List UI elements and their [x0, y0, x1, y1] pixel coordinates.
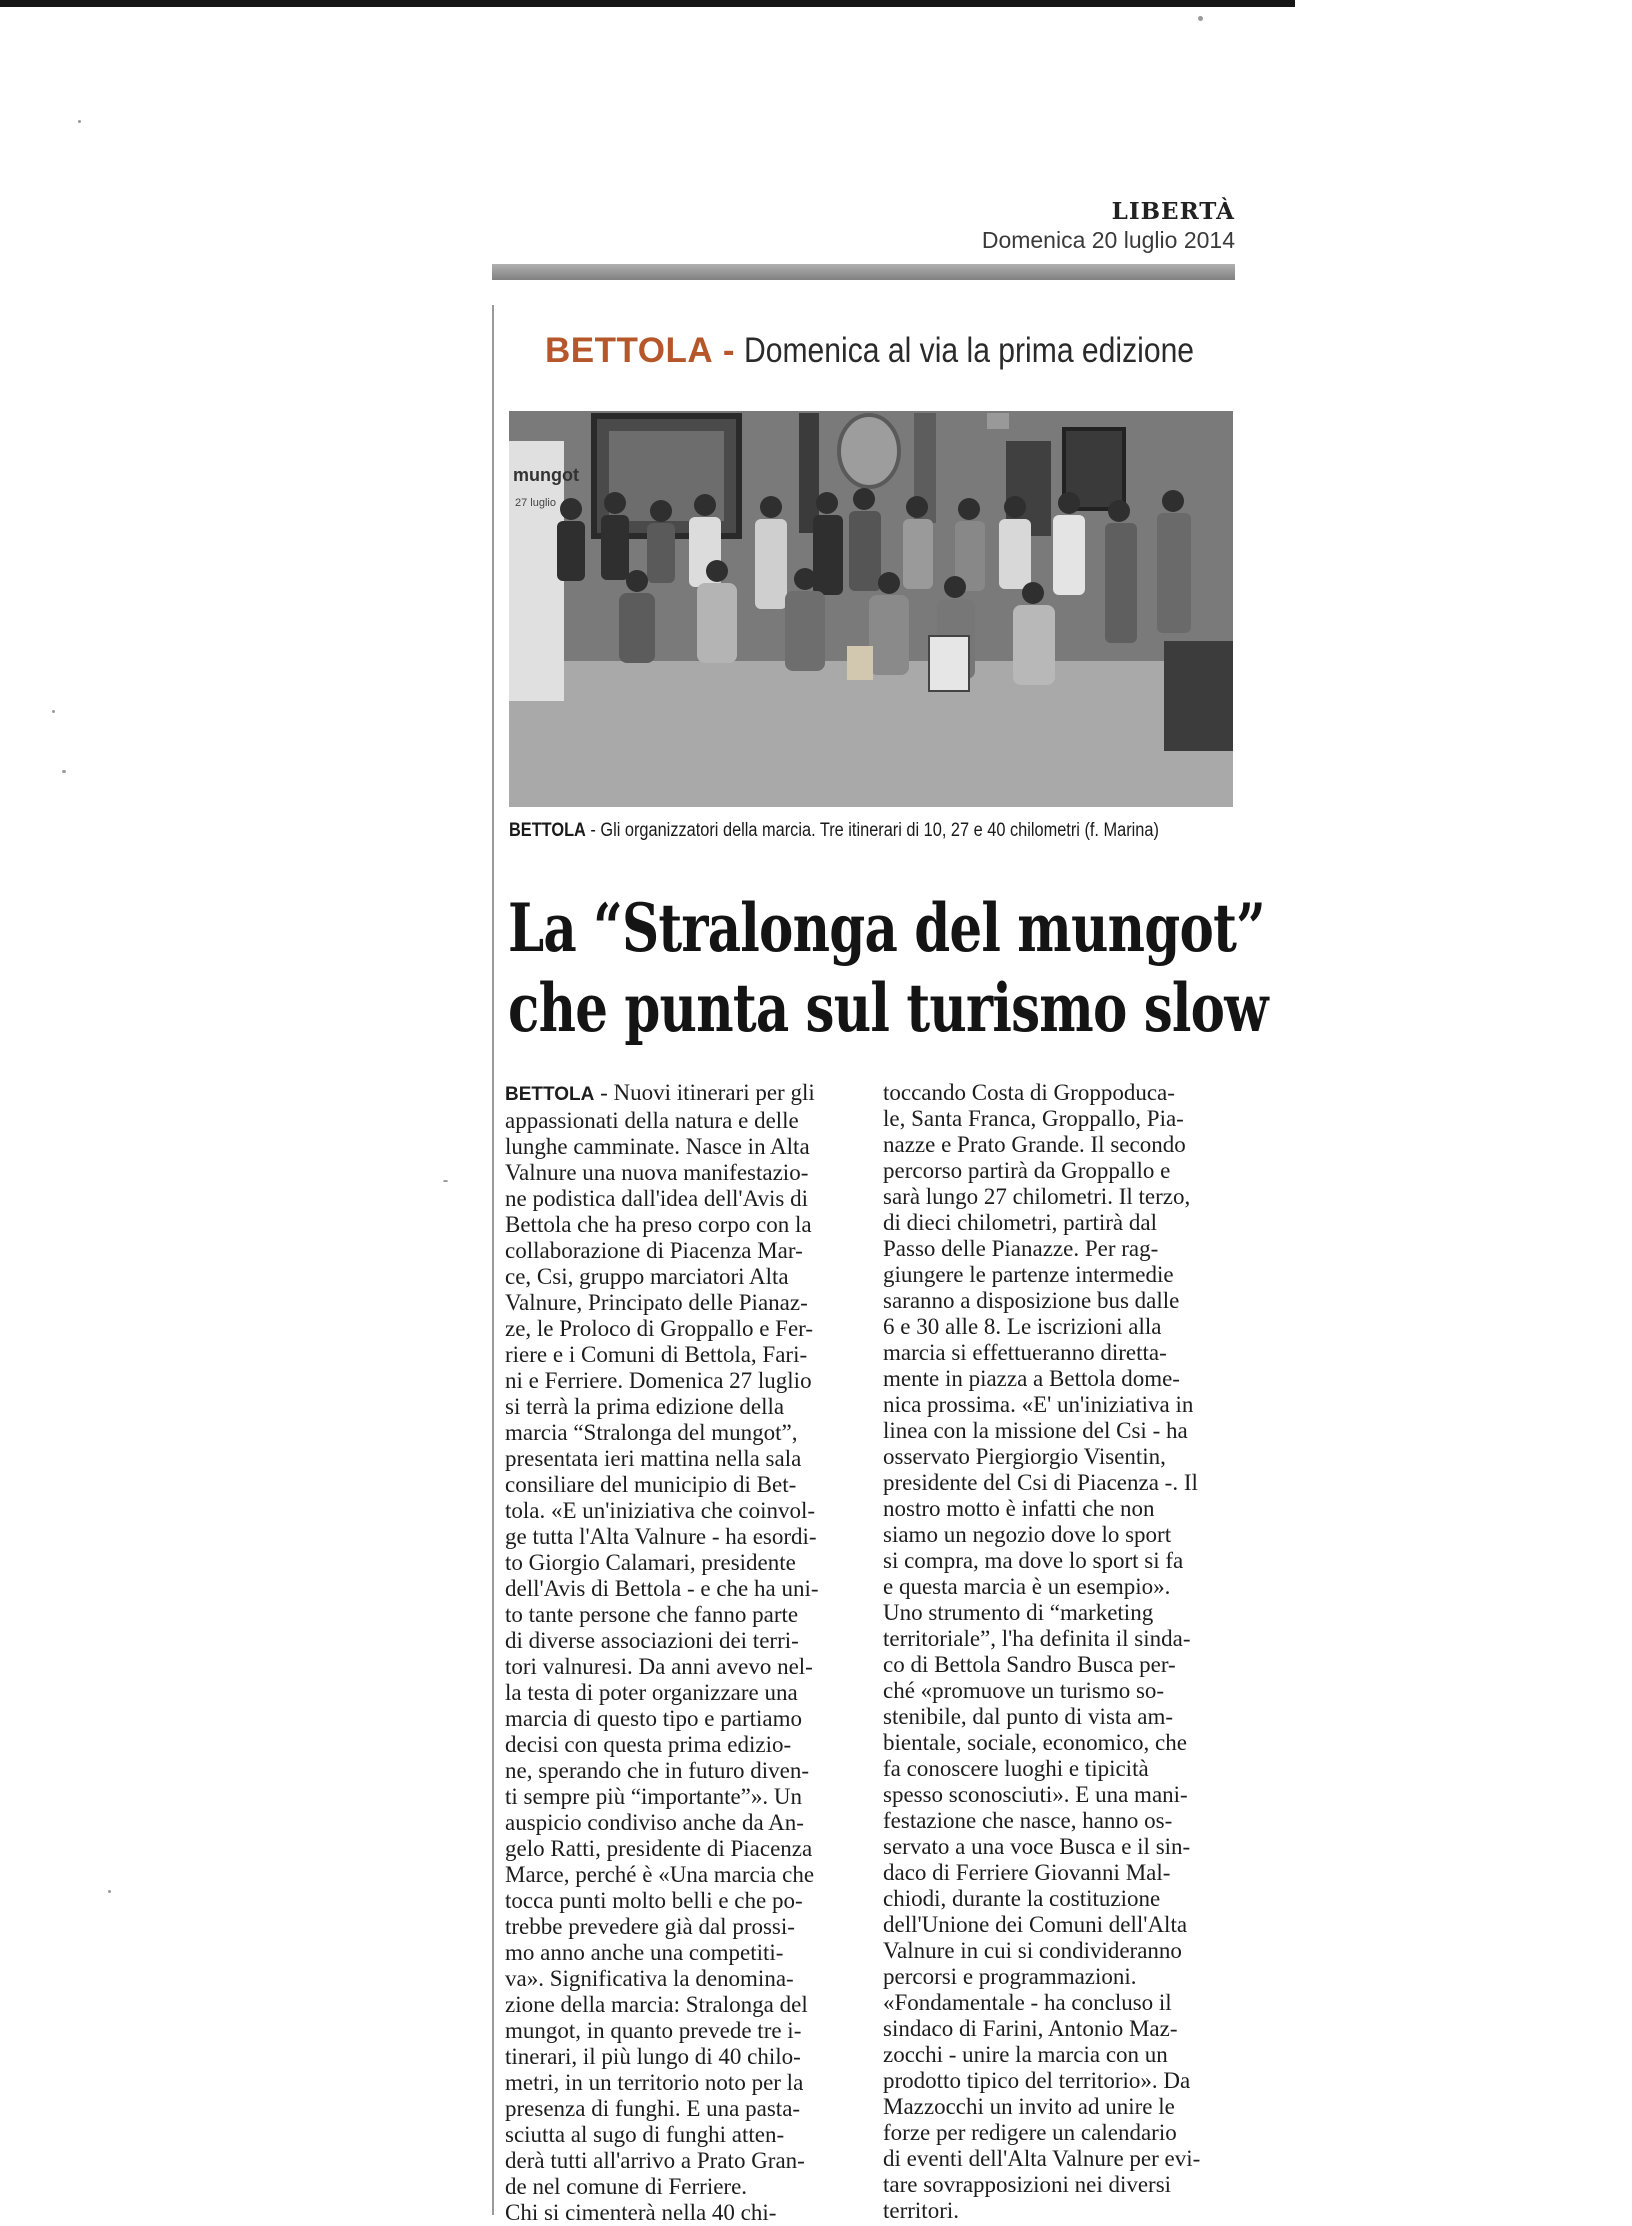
- article-line: daco di Ferriere Giovanni Mal-: [883, 1860, 1171, 1885]
- article-line: zione della marcia: Stralonga del: [505, 1992, 808, 2017]
- column-divider: [492, 305, 494, 2215]
- article-line: di diverse associazioni dei terri-: [505, 1628, 799, 1653]
- article-line: Passo delle Pianazze. Per rag-: [883, 1236, 1159, 1261]
- article-line: nazze e Prato Grande. Il secondo: [883, 1132, 1186, 1157]
- article-line: de nel comune di Ferriere.: [505, 2174, 748, 2199]
- kicker: [545, 328, 1245, 374]
- article-line: mungot, in quanto prevede tre i-: [505, 2018, 802, 2043]
- article-column-1: [505, 1080, 857, 2226]
- article-line: percorsi e programmazioni.: [883, 1964, 1137, 1989]
- article-line: di dieci chilometri, partirà dal: [883, 1210, 1157, 1235]
- article-line: co di Bettola Sandro Busca per-: [883, 1652, 1176, 1677]
- article-column-2: [883, 1080, 1235, 2224]
- article-line: riere e i Comuni di Bettola, Fari-: [505, 1342, 808, 1367]
- article-line: mo anno anche una competiti-: [505, 1940, 784, 1965]
- article-line: le, Santa Franca, Groppallo, Pia-: [883, 1106, 1184, 1131]
- article-line: la testa di poter organizzare una: [505, 1680, 798, 1705]
- article-dateline: BETTOLA: [505, 1084, 595, 1105]
- article-line: percorso partirà da Groppallo e: [883, 1158, 1171, 1183]
- article-line: «Fondamentale - ha concluso il: [883, 1990, 1172, 2015]
- article-line: lunghe camminate. Nasce in Alta: [505, 1134, 810, 1159]
- article-line: bientale, sociale, economico, che: [883, 1730, 1187, 1755]
- article-line: si terrà la prima edizione della: [505, 1394, 785, 1419]
- article-line: presentata ieri mattina nella sala: [505, 1446, 802, 1471]
- article-line: linea con la missione del Csi - ha: [883, 1418, 1188, 1443]
- publication-date: Domenica 20 luglio 2014: [981, 227, 1235, 253]
- article-line: sindaco di Farini, Antonio Maz-: [883, 2016, 1178, 2041]
- group-photo-illustration: [509, 411, 1233, 807]
- article-line: nica prossima. «E' un'iniziativa in: [883, 1392, 1194, 1417]
- article-line: si compra, ma dove lo sport si fa: [883, 1548, 1184, 1573]
- article-line: marcia di questo tipo e partiamo: [505, 1706, 802, 1731]
- article-line: Uno strumento di “marketing: [883, 1600, 1154, 1625]
- article-line: to Giorgio Calamari, presidente: [505, 1550, 796, 1575]
- article-line: festazione che nasce, hanno os-: [883, 1808, 1173, 1833]
- banner-subtext: 27 luglio: [515, 497, 556, 509]
- article-line: to tante persone che fanno parte: [505, 1602, 799, 1627]
- article-line: di eventi dell'Alta Valnure per evi-: [883, 2146, 1201, 2171]
- article-line: presenza di funghi. E una pasta-: [505, 2096, 801, 2121]
- article-line: marcia “Stralonga del mungot”,: [505, 1420, 798, 1445]
- article-line: auspicio condiviso anche da An-: [505, 1810, 804, 1835]
- article-line: dell'Unione dei Comuni dell'Alta: [883, 1912, 1188, 1937]
- article-line: consiliare del municipio di Bet-: [505, 1472, 797, 1497]
- article-line: BETTOLA - Nuovi itinerari per gli: [505, 1080, 815, 1105]
- article-line: Bettola che ha preso corpo con la: [505, 1212, 812, 1237]
- article-line: ché «promuove un turismo so-: [883, 1678, 1165, 1703]
- article-headline: [508, 888, 1268, 1048]
- article-line: marcia si effettueranno diretta-: [883, 1340, 1167, 1365]
- article-line: Marce, perché è «Una marcia che: [505, 1862, 815, 1887]
- article-line: decisi con questa prima edizio-: [505, 1732, 792, 1757]
- article-line: tola. «E un'iniziativa che coinvol-: [505, 1498, 816, 1523]
- masthead: [960, 198, 1235, 254]
- article-line: nostro motto è infatti che non: [883, 1496, 1155, 1521]
- headline-line-1: La “Stralonga del mungot”: [508, 889, 1265, 967]
- kicker-separator: -: [713, 331, 745, 370]
- photo-caption: [509, 818, 1249, 844]
- article-line: spesso sconosciuti». E una mani-: [883, 1782, 1188, 1807]
- article-line: fa conoscere luoghi e tipicità: [883, 1756, 1149, 1781]
- article-line: territoriale”, l'ha definita il sinda-: [883, 1626, 1191, 1651]
- article-line: presidente del Csi di Piacenza -. Il: [883, 1470, 1198, 1495]
- article-line: osservato Piergiorgio Visentin,: [883, 1444, 1166, 1469]
- article-line: Chi si cimenterà nella 40 chi-: [505, 2200, 777, 2225]
- scan-speck: [443, 1180, 448, 1182]
- section-rule: [492, 264, 1235, 280]
- article-line: mente in piazza a Bettola dome-: [883, 1366, 1180, 1391]
- article-line: prodotto tipico del territorio». Da: [883, 2068, 1191, 2093]
- article-line: ge tutta l'Alta Valnure - ha esordi-: [505, 1524, 817, 1549]
- article-line: tare sovrapposizioni nei diversi: [883, 2172, 1172, 2197]
- article-line: zocchi - unire la marcia con un: [883, 2042, 1168, 2067]
- article-line: dell'Avis di Bettola - e che ha uni-: [505, 1576, 819, 1601]
- article-line: Valnure in cui si condivideranno: [883, 1938, 1182, 1963]
- article-line: 6 e 30 alle 8. Le iscrizioni alla: [883, 1314, 1162, 1339]
- article-line: Mazzocchi un invito ad unire le: [883, 2094, 1175, 2119]
- article-line: ne, sperando che in futuro diven-: [505, 1758, 810, 1783]
- article-line: territori.: [883, 2198, 959, 2223]
- article-line: derà tutti all'arrivo a Prato Gran-: [505, 2148, 805, 2173]
- article-line: collaborazione di Piacenza Mar-: [505, 1238, 803, 1263]
- article-line: tori valnuresi. Da anni avevo nel-: [505, 1654, 813, 1679]
- article-line: tocca punti molto belli e che po-: [505, 1888, 803, 1913]
- caption-text: - Gli organizzatori della marcia. Tre itinerari di 10, 27 e 40 chilometri (f. Marina): [585, 820, 1159, 841]
- article-line: Valnure, Principato delle Pianaz-: [505, 1290, 808, 1315]
- article-line: toccando Costa di Groppoduca-: [883, 1080, 1175, 1105]
- article-line: forze per redigere un calendario: [883, 2120, 1177, 2145]
- article-line: sciutta al sugo di funghi atten-: [505, 2122, 785, 2147]
- article-line: ce, Csi, gruppo marciatori Alta: [505, 1264, 789, 1289]
- scan-speck: [78, 120, 81, 123]
- banner-text: mungot: [513, 465, 579, 485]
- article-line: tinerari, il più lungo di 40 chilo-: [505, 2044, 801, 2069]
- article-line: ze, le Proloco di Groppallo e Fer-: [505, 1316, 814, 1341]
- scan-speck: [52, 710, 55, 713]
- article-line: siamo un negozio dove lo sport: [883, 1522, 1172, 1547]
- scan-speck: [1198, 16, 1203, 21]
- article-line: ni e Ferriere. Domenica 27 luglio: [505, 1368, 812, 1393]
- article-line: appassionati della natura e delle: [505, 1108, 799, 1133]
- newspaper-name: LIBERTÀ: [1111, 198, 1235, 225]
- article-line: chiodi, durante la costituzione: [883, 1886, 1161, 1911]
- scan-speck: [108, 1890, 111, 1893]
- article-line: giungere le partenze intermedie: [883, 1262, 1174, 1287]
- article-line: metri, in un territorio noto per la: [505, 2070, 804, 2095]
- article-line: gelo Ratti, presidente di Piacenza: [505, 1836, 813, 1861]
- caption-place: BETTOLA: [509, 820, 586, 841]
- article-line: saranno a disposizione bus dalle: [883, 1288, 1180, 1313]
- article-line: sarà lungo 27 chilometri. Il terzo,: [883, 1184, 1191, 1209]
- scan-top-border: [0, 0, 1295, 7]
- article-line: stenibile, dal punto di vista am-: [883, 1704, 1174, 1729]
- article-line: e questa marcia è un esempio».: [883, 1574, 1171, 1599]
- article-line: Valnure una nuova manifestazio-: [505, 1160, 809, 1185]
- article-line: ti sempre più “importante”». Un: [505, 1784, 803, 1809]
- article-line: ne podistica dall'idea dell'Avis di: [505, 1186, 808, 1211]
- article-line: trebbe prevedere già dal prossi-: [505, 1914, 795, 1939]
- group-photo: [509, 411, 1233, 807]
- kicker-text: Domenica al via la prima edizione: [744, 331, 1195, 370]
- kicker-place: BETTOLA: [545, 331, 714, 370]
- article-line: servato a una voce Busca e il sin-: [883, 1834, 1191, 1859]
- scan-speck: [62, 770, 66, 773]
- headline-line-2: che punta sul turismo slow: [508, 969, 1268, 1047]
- article-line: va». Significativa la denomina-: [505, 1966, 794, 1991]
